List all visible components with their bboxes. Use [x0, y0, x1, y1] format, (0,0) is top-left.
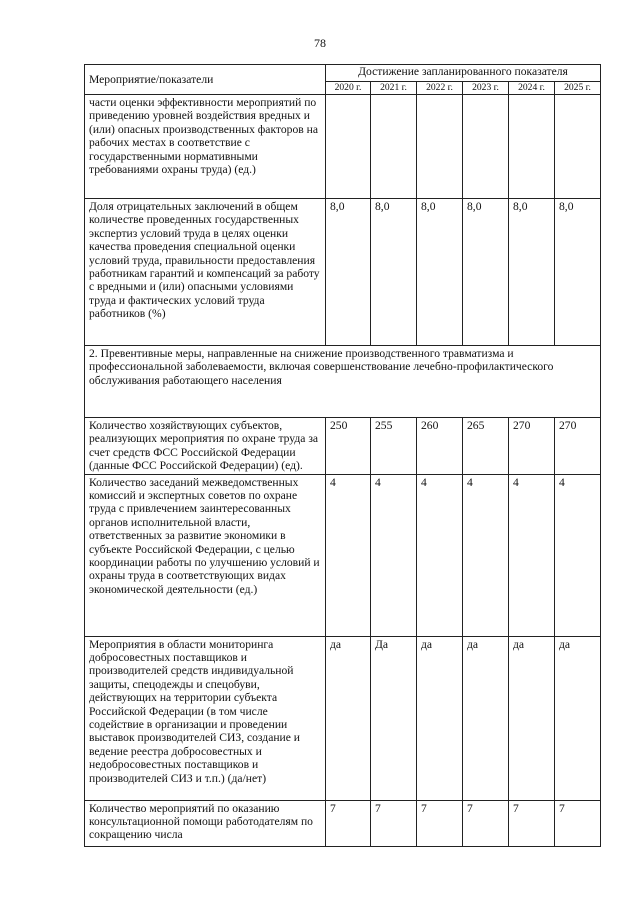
row-value: 4 [371, 474, 417, 636]
row-value: 8,0 [417, 199, 463, 346]
row-value [463, 95, 509, 199]
row-value: 255 [371, 418, 417, 475]
table-row [85, 800, 601, 846]
row-value: 7 [371, 800, 417, 846]
row-value: 8,0 [463, 199, 509, 346]
row-value [417, 95, 463, 199]
row-value: 250 [326, 418, 371, 475]
row-value: 7 [417, 800, 463, 846]
row-value: 260 [417, 418, 463, 475]
row-value: да [555, 636, 601, 800]
row-value: 7 [326, 800, 371, 846]
row-value: да [326, 636, 371, 800]
row-label: Количество хозяйствующих субъектов, реализующих мероприятия по охране труда за счет средств ФСС Российской Федерации (данные ФСС Российской Федерации) (ед). [85, 418, 326, 475]
section-row [85, 346, 601, 418]
row-label: Количество заседаний межведомственных комиссий и экспертных советов по охране труда с привлечением заинтересованных органов исполнительной власти, ответственных за развитие экономики в субъекте Российской Федерации, с целью координации работы по улучшению условий и охраны труда в соответствующих видах экономической деятельности (ед.) [85, 474, 326, 636]
year-header: 2025 г. [555, 82, 601, 95]
indicators-table [84, 64, 601, 847]
year-header: 2021 г. [371, 82, 417, 95]
row-value [509, 95, 555, 199]
year-header: 2024 г. [509, 82, 555, 95]
row-value: да [417, 636, 463, 800]
row-value: 4 [326, 474, 371, 636]
row-value: 7 [509, 800, 555, 846]
table-row [85, 418, 601, 475]
row-value: 270 [509, 418, 555, 475]
row-value: да [509, 636, 555, 800]
year-header: 2020 г. [326, 82, 371, 95]
section-title: 2. Превентивные меры, направленные на снижение производственного травматизма и профессиональной заболеваемости, включая совершенствование лечебно-профилактического обслуживания работающего населения [85, 346, 601, 418]
table-row [85, 95, 601, 199]
row-value: 270 [555, 418, 601, 475]
year-header: 2022 г. [417, 82, 463, 95]
row-label: Доля отрицательных заключений в общем количестве проведенных государственных экспертиз условий труда в целях оценки качества проведения специальной оценки условий труда, правильности предоставления работникам гарантий и компенсаций за работу с вредными и (или) опасными условиями труда и фактических условий труда работников (%) [85, 199, 326, 346]
row-value: 7 [555, 800, 601, 846]
row-value: 8,0 [371, 199, 417, 346]
table-row [85, 636, 601, 800]
year-header: 2023 г. [463, 82, 509, 95]
row-value: 265 [463, 418, 509, 475]
row-value [371, 95, 417, 199]
row-value [555, 95, 601, 199]
row-label: Количество мероприятий по оказанию консультационной помощи работодателям по сокращению числа [85, 800, 326, 846]
table-row [85, 474, 601, 636]
row-label: части оценки эффективности мероприятий по приведению уровней воздействия вредных и (или) опасных производственных факторов на рабочих местах в соответствие с государственными нормативными требованиями охраны труда) (ед.) [85, 95, 326, 199]
row-value: Да [371, 636, 417, 800]
page-number: 78 [314, 36, 326, 50]
row-value: 4 [509, 474, 555, 636]
row-value: 4 [417, 474, 463, 636]
row-label: Мероприятия в области мониторинга добросовестных поставщиков и производителей средств индивидуальной защиты, спецодежды и спецобуви, действующих на территории субъекта Российской Федерации (в том числе содействие в организации и проведении выставок производителей СИЗ, создание и ведение реестра добросовестных и недобросовестных поставщиков и производителей СИЗ и т.п.) (да/нет) [85, 636, 326, 800]
table-row [85, 199, 601, 346]
row-value: 4 [555, 474, 601, 636]
column-group-header: Достижение запланированного показателя [326, 65, 601, 82]
row-value: 8,0 [326, 199, 371, 346]
row-value [326, 95, 371, 199]
column-header-measure: Мероприятие/показатели [85, 65, 326, 95]
row-value: 7 [463, 800, 509, 846]
row-value: 8,0 [509, 199, 555, 346]
row-value: 4 [463, 474, 509, 636]
row-value: 8,0 [555, 199, 601, 346]
row-value: да [463, 636, 509, 800]
